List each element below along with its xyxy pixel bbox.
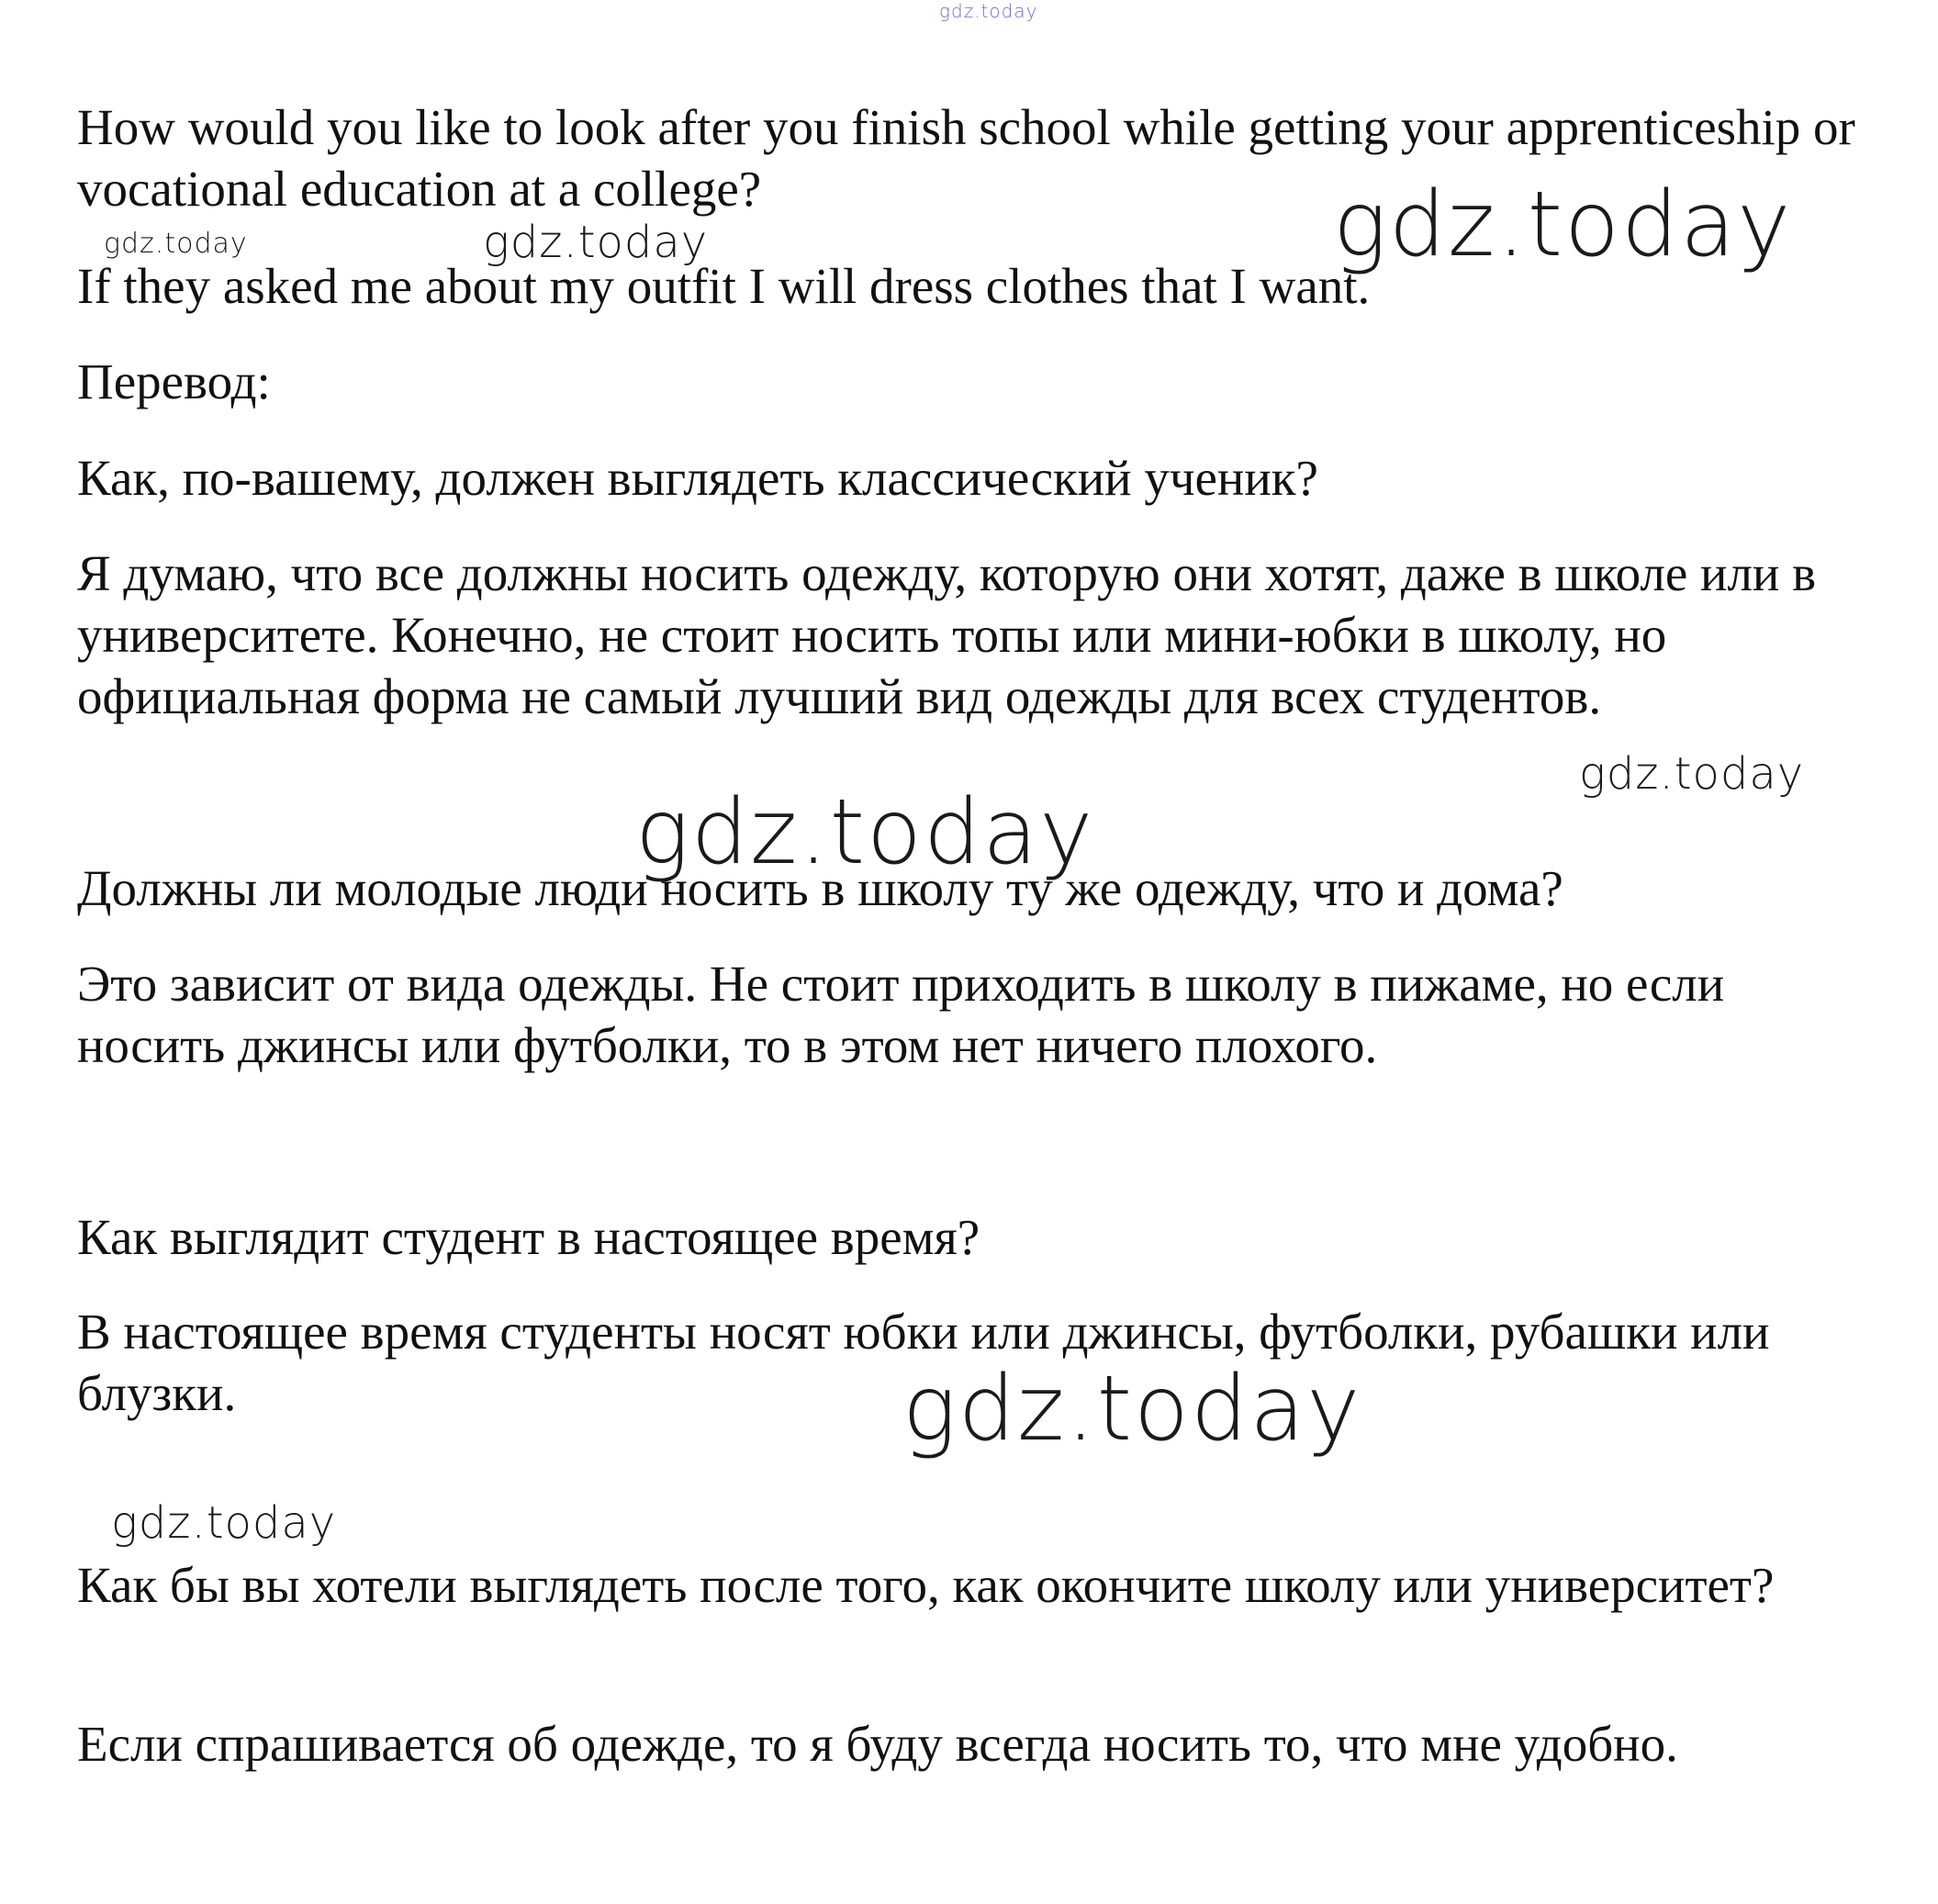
question-paragraph: How would you like to look after you finish school while getting your apprenticeship or vocational education at a college? bbox=[77, 99, 1855, 217]
watermark-top: gdz.today bbox=[939, 0, 1038, 22]
answer-paragraph: If they asked me about my outfit I will dress clothes that I want. bbox=[77, 258, 1371, 314]
question-paragraph: Как, по-вашему, должен выглядеть классический ученик? bbox=[77, 450, 1318, 506]
watermark-medium: gdz.today bbox=[111, 1497, 337, 1549]
watermark-medium: gdz.today bbox=[483, 217, 709, 268]
question-paragraph: Должны ли молодые люди носить в школу ту же одежду, что и дома? bbox=[77, 860, 1563, 916]
answer-paragraph: Это зависит от вида одежды. Не стоит приходить в школу в пижаме, но если носить джинсы или футболки, то в этом нет ничего плохого. bbox=[77, 956, 1725, 1073]
translation-heading: Перевод: bbox=[77, 353, 271, 409]
answer-paragraph: Я думаю, что все должны носить одежду, которую они хотят, даже в школе или в университете. Конечно, не стоит носить топы или мини-юбки в школу, но официальная форма не самый лучший вид одежды для всех студентов. bbox=[77, 545, 1817, 724]
question-paragraph: Как бы вы хотели выглядеть после того, как окончите школу или университет? bbox=[77, 1557, 1775, 1613]
watermark-large: gdz.today bbox=[635, 780, 1095, 885]
watermark-large: gdz.today bbox=[902, 1357, 1362, 1462]
watermark-large: gdz.today bbox=[1333, 173, 1793, 277]
watermark-small: gdz.today bbox=[104, 228, 248, 260]
watermark-medium: gdz.today bbox=[1579, 748, 1805, 800]
answer-paragraph: В настоящее время студенты носят юбки или джинсы, футболки, рубашки или блузки. bbox=[77, 1304, 1770, 1421]
answer-paragraph: Если спрашивается об одежде, то я буду всегда носить то, что мне удобно. bbox=[77, 1716, 1678, 1772]
question-paragraph: Как выглядит студент в настоящее время? bbox=[77, 1209, 980, 1265]
